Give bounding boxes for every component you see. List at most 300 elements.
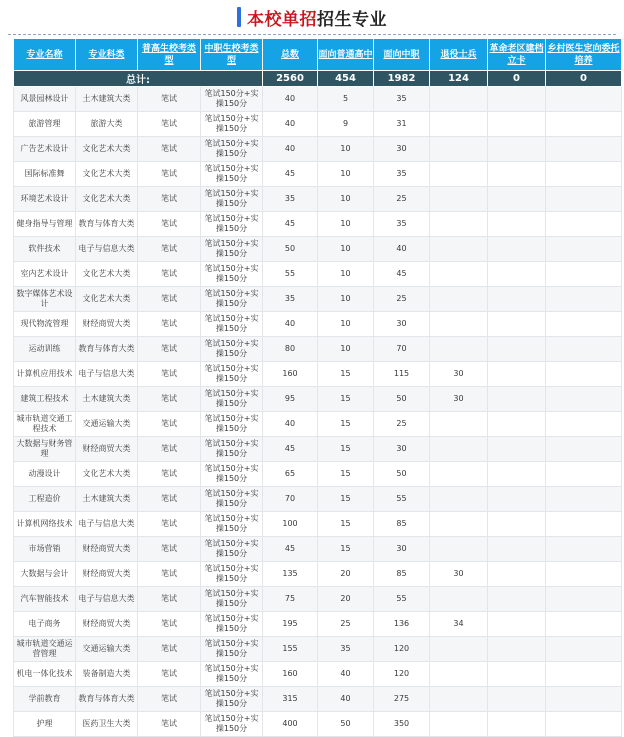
table-cell: 笔试150分+实操150分 [201, 337, 263, 362]
table-cell [488, 462, 546, 487]
table-cell: 国际标准舞 [14, 162, 76, 187]
table-cell: 45 [263, 537, 318, 562]
table-cell: 医药卫生大类 [76, 712, 138, 737]
table-cell [430, 587, 488, 612]
table-cell: 土木建筑大类 [76, 487, 138, 512]
table-cell: 交通运输大类 [76, 412, 138, 437]
table-cell: 笔试 [138, 287, 201, 312]
table-cell [488, 637, 546, 662]
table-cell: 电子商务 [14, 612, 76, 637]
table-cell [430, 412, 488, 437]
table-cell: 30 [430, 562, 488, 587]
table-cell [430, 437, 488, 462]
table-row [14, 587, 622, 612]
table-cell [430, 637, 488, 662]
total-value: 124 [430, 71, 488, 87]
table-cell: 文化艺术大类 [76, 462, 138, 487]
table-row [14, 137, 622, 162]
table-cell: 115 [374, 362, 430, 387]
table-cell: 笔试150分+实操150分 [201, 462, 263, 487]
column-header: 专业科类 [76, 39, 138, 71]
table-cell [430, 662, 488, 687]
table-cell: 室内艺术设计 [14, 262, 76, 287]
column-header: 专业名称 [14, 39, 76, 71]
table-cell: 30 [430, 387, 488, 412]
table-cell [488, 212, 546, 237]
table-cell: 笔试 [138, 637, 201, 662]
table-cell: 40 [374, 237, 430, 262]
table-cell: 315 [263, 687, 318, 712]
table-cell: 电子与信息大类 [76, 237, 138, 262]
table-cell: 45 [263, 162, 318, 187]
title-accent-bar [237, 7, 241, 27]
table-cell: 笔试 [138, 187, 201, 212]
table-cell [546, 162, 622, 187]
table-cell: 10 [318, 337, 374, 362]
table-cell: 笔试 [138, 662, 201, 687]
table-cell: 广告艺术设计 [14, 137, 76, 162]
total-value: 1982 [374, 71, 430, 87]
table-cell: 笔试150分+实操150分 [201, 712, 263, 737]
table-cell: 5 [318, 87, 374, 112]
table-cell: 25 [374, 187, 430, 212]
table-row [14, 712, 622, 737]
table-cell [488, 712, 546, 737]
table-cell: 笔试150分+实操150分 [201, 362, 263, 387]
table-cell: 31 [374, 112, 430, 137]
table-cell [430, 687, 488, 712]
table-cell: 20 [318, 587, 374, 612]
table-cell [430, 287, 488, 312]
table-cell [546, 237, 622, 262]
table-cell: 195 [263, 612, 318, 637]
table-row [14, 562, 622, 587]
table-cell: 笔试150分+实操150分 [201, 137, 263, 162]
table-cell: 35 [318, 637, 374, 662]
table-cell: 教育与体育大类 [76, 337, 138, 362]
table-cell [430, 237, 488, 262]
table-cell: 40 [263, 87, 318, 112]
table-cell: 数字媒体艺术设计 [14, 287, 76, 312]
column-header: 革命老区建档立卡 [488, 39, 546, 71]
table-cell: 笔试 [138, 162, 201, 187]
total-value: 0 [546, 71, 622, 87]
table-cell: 40 [263, 137, 318, 162]
table-row [14, 312, 622, 337]
table-cell: 笔试 [138, 262, 201, 287]
table-cell: 10 [318, 187, 374, 212]
table-cell: 40 [263, 412, 318, 437]
table-cell: 笔试150分+实操150分 [201, 162, 263, 187]
table-cell [488, 262, 546, 287]
table-cell: 35 [374, 212, 430, 237]
table-cell: 风景园林设计 [14, 87, 76, 112]
table-cell [430, 137, 488, 162]
table-cell: 9 [318, 112, 374, 137]
table-cell [546, 612, 622, 637]
table-cell: 笔试 [138, 212, 201, 237]
table-row [14, 212, 622, 237]
column-header: 乡村医生定向委托培养 [546, 39, 622, 71]
table-row [14, 362, 622, 387]
table-cell [546, 687, 622, 712]
table-cell: 财经商贸大类 [76, 312, 138, 337]
table-row [14, 237, 622, 262]
table-cell [430, 212, 488, 237]
table-cell [430, 462, 488, 487]
table-cell: 城市轨道交通工程技术 [14, 412, 76, 437]
table-cell: 160 [263, 362, 318, 387]
table-row [14, 387, 622, 412]
table-cell [546, 412, 622, 437]
table-cell: 财经商贸大类 [76, 537, 138, 562]
total-row [14, 71, 622, 87]
table-cell: 20 [318, 562, 374, 587]
table-cell [430, 87, 488, 112]
table-cell [430, 112, 488, 137]
table-cell: 文化艺术大类 [76, 287, 138, 312]
total-value: 0 [488, 71, 546, 87]
table-cell: 笔试 [138, 87, 201, 112]
table-cell: 笔试 [138, 137, 201, 162]
table-cell: 动漫设计 [14, 462, 76, 487]
table-cell: 30 [374, 312, 430, 337]
table-cell: 笔试150分+实操150分 [201, 237, 263, 262]
table-row [14, 487, 622, 512]
table-cell: 笔试150分+实操150分 [201, 112, 263, 137]
table-cell: 55 [374, 587, 430, 612]
table-cell: 笔试150分+实操150分 [201, 87, 263, 112]
table-cell: 教育与体育大类 [76, 687, 138, 712]
table-cell: 交通运输大类 [76, 637, 138, 662]
table-cell: 400 [263, 712, 318, 737]
table-cell: 15 [318, 387, 374, 412]
table-cell: 笔试150分+实操150分 [201, 387, 263, 412]
column-header: 中职生校考类型 [201, 39, 263, 71]
column-header: 面向中职 [374, 39, 430, 71]
table-cell: 文化艺术大类 [76, 162, 138, 187]
total-label: 总计: [14, 71, 263, 87]
table-cell: 笔试150分+实操150分 [201, 437, 263, 462]
table-cell [488, 112, 546, 137]
table-cell: 汽车智能技术 [14, 587, 76, 612]
table-cell: 70 [263, 487, 318, 512]
table-cell: 计算机应用技术 [14, 362, 76, 387]
table-cell: 财经商贸大类 [76, 612, 138, 637]
table-cell: 笔试150分+实操150分 [201, 637, 263, 662]
table-cell: 34 [430, 612, 488, 637]
table-cell: 运动训练 [14, 337, 76, 362]
table-cell: 95 [263, 387, 318, 412]
title-highlight: 本校单招 [247, 9, 317, 30]
table-cell [546, 137, 622, 162]
table-cell: 土木建筑大类 [76, 87, 138, 112]
table-cell [546, 262, 622, 287]
table-cell [488, 137, 546, 162]
table-cell: 笔试150分+实操150分 [201, 487, 263, 512]
table-cell [488, 412, 546, 437]
table-cell [488, 512, 546, 537]
page-title [247, 5, 387, 30]
table-cell: 旅游管理 [14, 112, 76, 137]
table-cell: 文化艺术大类 [76, 137, 138, 162]
table-cell: 50 [318, 712, 374, 737]
table-cell: 50 [374, 462, 430, 487]
table-cell: 建筑工程技术 [14, 387, 76, 412]
table-cell: 笔试150分+实操150分 [201, 412, 263, 437]
table-cell [546, 287, 622, 312]
column-header: 面向普通高中 [318, 39, 374, 71]
table-cell: 10 [318, 162, 374, 187]
table-cell: 现代物流管理 [14, 312, 76, 337]
table-cell [488, 437, 546, 462]
table-cell [546, 112, 622, 137]
table-cell: 160 [263, 662, 318, 687]
table-cell [546, 337, 622, 362]
table-cell: 275 [374, 687, 430, 712]
table-cell [488, 287, 546, 312]
table-cell [546, 212, 622, 237]
table-cell: 70 [374, 337, 430, 362]
table-cell: 计算机网络技术 [14, 512, 76, 537]
table-cell: 笔试 [138, 587, 201, 612]
table-cell: 15 [318, 462, 374, 487]
table-cell: 笔试150分+实操150分 [201, 537, 263, 562]
table-cell [546, 637, 622, 662]
table-cell: 环境艺术设计 [14, 187, 76, 212]
table-cell: 笔试 [138, 312, 201, 337]
table-cell: 笔试150分+实操150分 [201, 687, 263, 712]
table-cell [430, 312, 488, 337]
table-cell: 155 [263, 637, 318, 662]
table-cell: 85 [374, 562, 430, 587]
table-row [14, 462, 622, 487]
table-cell: 机电一体化技术 [14, 662, 76, 687]
table-cell: 15 [318, 362, 374, 387]
table-cell: 50 [263, 237, 318, 262]
table-cell: 旅游大类 [76, 112, 138, 137]
table-cell: 笔试 [138, 387, 201, 412]
table-cell [546, 387, 622, 412]
table-cell [488, 337, 546, 362]
table-cell [430, 487, 488, 512]
table-cell: 45 [263, 212, 318, 237]
table-cell [546, 362, 622, 387]
table-cell [430, 512, 488, 537]
table-row [14, 162, 622, 187]
table-cell: 笔试 [138, 712, 201, 737]
table-cell: 笔试150分+实操150分 [201, 587, 263, 612]
table-row [14, 437, 622, 462]
table-cell: 45 [374, 262, 430, 287]
table-cell: 35 [374, 87, 430, 112]
table-cell: 笔试 [138, 237, 201, 262]
table-cell [488, 87, 546, 112]
table-body [14, 87, 622, 737]
table-cell [430, 337, 488, 362]
table-cell [430, 537, 488, 562]
table-cell [488, 487, 546, 512]
table-row [14, 87, 622, 112]
table-cell: 35 [263, 287, 318, 312]
table-cell: 财经商贸大类 [76, 437, 138, 462]
table-row [14, 512, 622, 537]
table-cell: 45 [263, 437, 318, 462]
table-cell: 笔试 [138, 562, 201, 587]
table-cell [546, 437, 622, 462]
table-cell [488, 587, 546, 612]
table-cell: 30 [374, 437, 430, 462]
table-cell [430, 187, 488, 212]
table-cell: 10 [318, 287, 374, 312]
table-cell: 15 [318, 512, 374, 537]
table-cell: 10 [318, 212, 374, 237]
table-row [14, 687, 622, 712]
table-cell: 笔试150分+实操150分 [201, 187, 263, 212]
table-cell [546, 712, 622, 737]
total-value: 454 [318, 71, 374, 87]
table-cell [488, 187, 546, 212]
table-cell [488, 537, 546, 562]
column-header: 退役士兵 [430, 39, 488, 71]
table-cell [488, 237, 546, 262]
table-row [14, 262, 622, 287]
table-cell [488, 687, 546, 712]
table-cell: 25 [374, 412, 430, 437]
table-row [14, 612, 622, 637]
table-cell: 10 [318, 237, 374, 262]
table-cell: 65 [263, 462, 318, 487]
table-cell: 75 [263, 587, 318, 612]
table-cell: 笔试 [138, 362, 201, 387]
table-cell: 35 [263, 187, 318, 212]
table-cell: 电子与信息大类 [76, 512, 138, 537]
table-cell [546, 537, 622, 562]
table-cell: 30 [374, 137, 430, 162]
table-cell: 15 [318, 412, 374, 437]
table-cell [546, 487, 622, 512]
table-cell: 笔试150分+实操150分 [201, 212, 263, 237]
table-row [14, 662, 622, 687]
column-header: 普高生校考类型 [138, 39, 201, 71]
table-cell: 350 [374, 712, 430, 737]
table-cell: 文化艺术大类 [76, 262, 138, 287]
table-cell: 15 [318, 537, 374, 562]
majors-table [13, 38, 622, 737]
table-cell: 笔试 [138, 437, 201, 462]
table-cell: 教育与体育大类 [76, 212, 138, 237]
table-cell [488, 612, 546, 637]
table-cell: 电子与信息大类 [76, 587, 138, 612]
table-cell: 护理 [14, 712, 76, 737]
table-cell: 笔试 [138, 687, 201, 712]
total-value: 2560 [263, 71, 318, 87]
table-cell: 土木建筑大类 [76, 387, 138, 412]
header-row [14, 39, 622, 71]
table-cell: 15 [318, 487, 374, 512]
table-cell: 80 [263, 337, 318, 362]
table-cell: 笔试150分+实操150分 [201, 512, 263, 537]
table-cell: 30 [430, 362, 488, 387]
table-cell: 55 [263, 262, 318, 287]
table-cell: 40 [263, 312, 318, 337]
table-cell: 装备制造大类 [76, 662, 138, 687]
table-cell: 10 [318, 312, 374, 337]
table-cell: 25 [374, 287, 430, 312]
table-cell: 市场营销 [14, 537, 76, 562]
table-cell: 100 [263, 512, 318, 537]
table-cell [546, 587, 622, 612]
table-cell: 笔试150分+实操150分 [201, 262, 263, 287]
table-row [14, 412, 622, 437]
table-cell: 软件技术 [14, 237, 76, 262]
column-header: 总数 [263, 39, 318, 71]
table-cell [488, 662, 546, 687]
page-header [0, 0, 624, 34]
table-cell: 40 [318, 662, 374, 687]
table-cell: 10 [318, 137, 374, 162]
table-row [14, 337, 622, 362]
table-cell [546, 87, 622, 112]
table-cell: 笔试 [138, 112, 201, 137]
table-row [14, 537, 622, 562]
table-row [14, 637, 622, 662]
table-cell: 笔试 [138, 337, 201, 362]
table-cell: 50 [374, 387, 430, 412]
table-cell: 40 [263, 112, 318, 137]
table-row [14, 287, 622, 312]
table-cell: 25 [318, 612, 374, 637]
table-cell [488, 162, 546, 187]
table-cell [430, 712, 488, 737]
title-rest: 招生专业 [317, 9, 387, 30]
table-cell [546, 662, 622, 687]
table-cell: 笔试 [138, 462, 201, 487]
table-cell: 笔试150分+实操150分 [201, 612, 263, 637]
table-cell: 15 [318, 437, 374, 462]
table-cell: 30 [374, 537, 430, 562]
table-cell: 笔试150分+实操150分 [201, 562, 263, 587]
table-cell: 120 [374, 662, 430, 687]
table-cell: 电子与信息大类 [76, 362, 138, 387]
table-cell [546, 187, 622, 212]
table-cell: 文化艺术大类 [76, 187, 138, 212]
table-cell: 135 [263, 562, 318, 587]
table-cell: 85 [374, 512, 430, 537]
table-cell [546, 462, 622, 487]
table-cell [546, 312, 622, 337]
table-cell: 笔试 [138, 612, 201, 637]
table-cell [488, 387, 546, 412]
table-cell: 笔试150分+实操150分 [201, 662, 263, 687]
table-cell: 笔试 [138, 512, 201, 537]
table-cell: 大数据与财务管理 [14, 437, 76, 462]
dotted-divider [8, 34, 616, 35]
table-cell [546, 562, 622, 587]
table-cell [430, 262, 488, 287]
table-row [14, 187, 622, 212]
table-cell: 笔试 [138, 412, 201, 437]
table-cell: 健身指导与管理 [14, 212, 76, 237]
table-cell [488, 562, 546, 587]
table-cell: 城市轨道交通运营管理 [14, 637, 76, 662]
table-cell: 工程造价 [14, 487, 76, 512]
table-cell: 136 [374, 612, 430, 637]
table-cell [430, 162, 488, 187]
table-cell: 大数据与会计 [14, 562, 76, 587]
table-cell: 笔试 [138, 537, 201, 562]
table-cell: 55 [374, 487, 430, 512]
